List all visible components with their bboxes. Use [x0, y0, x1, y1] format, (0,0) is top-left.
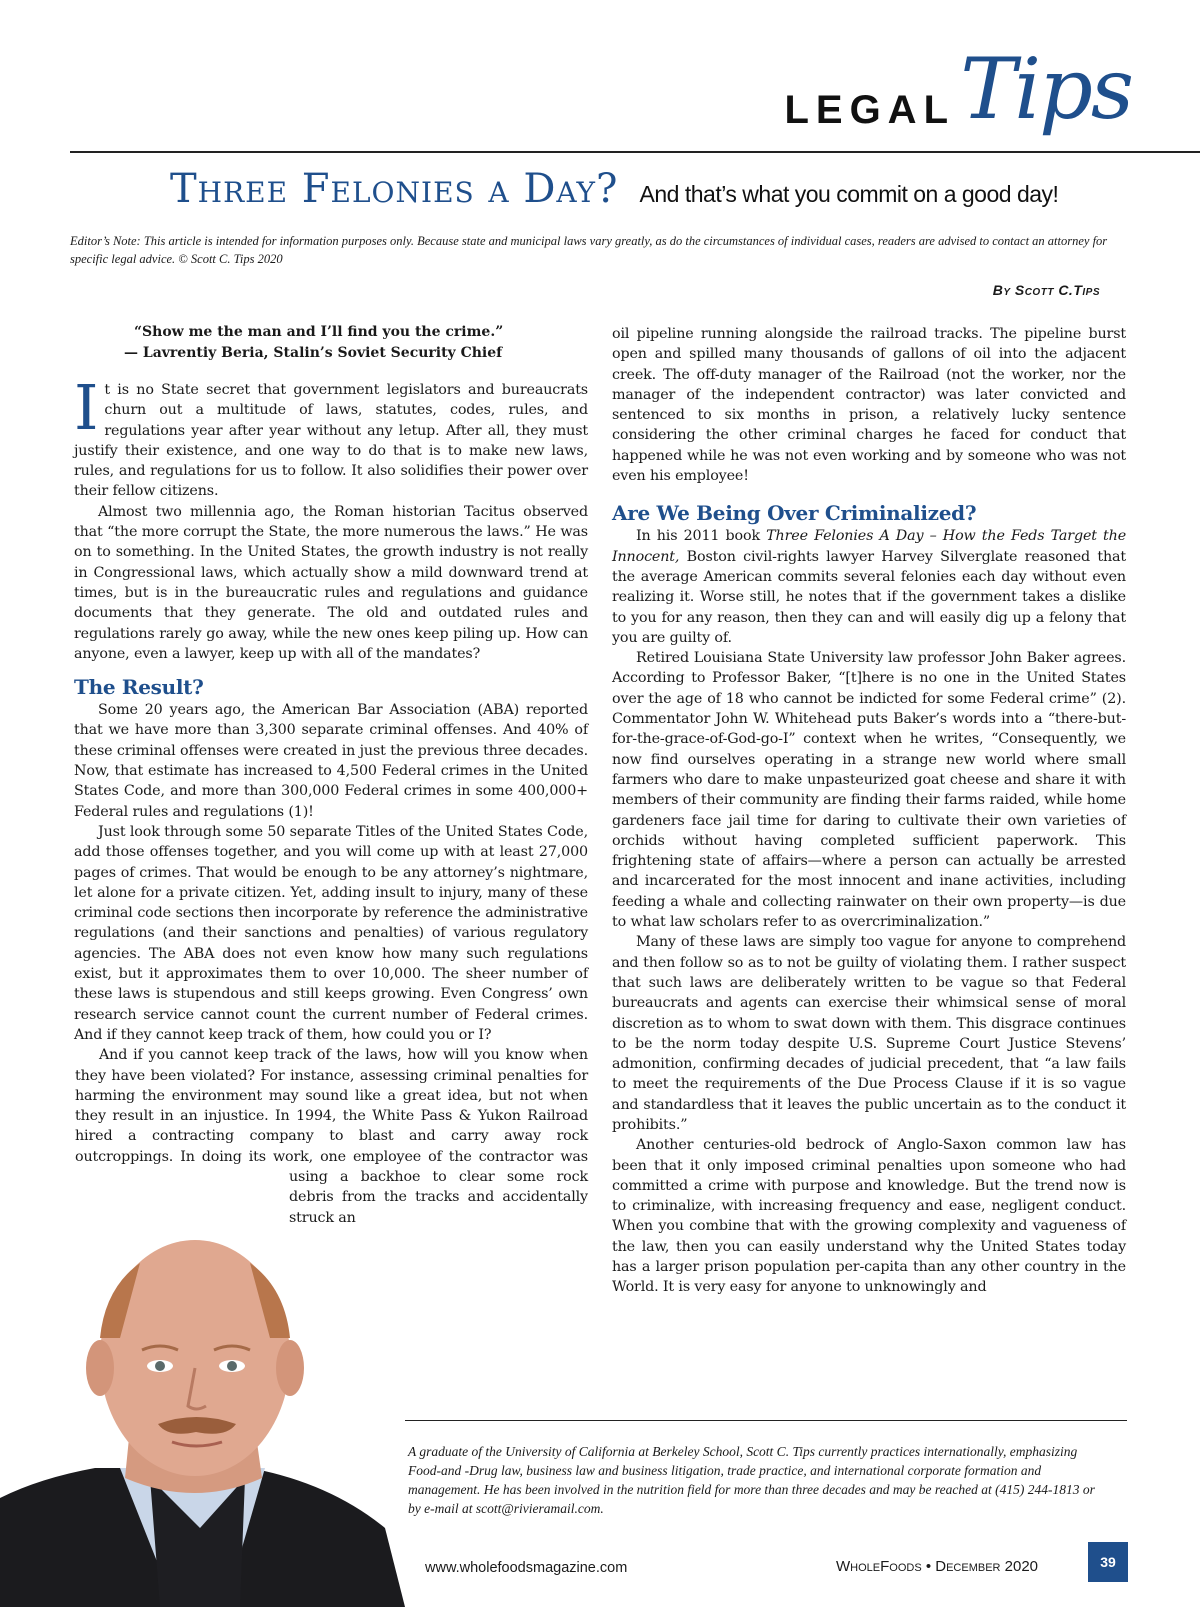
section-heading: Are We Being Over Criminalized?: [612, 501, 977, 526]
book-title: Three Felonies A Day – How the Feds Target the Innocent,: [612, 528, 1127, 565]
quote-attribution: — Lavrentiy Beria, Stalin’s Soviet Security Chief: [124, 345, 503, 361]
paragraph: Another centuries-old bedrock of Anglo-Saxon common law has been that it only imposed criminal penalties upon someone who had committed a crime with purpose and knowledge. But the trend now is to criminalize, with increasing frequency and ease, negligent conduct. When you combine that with the growing complexity and vagueness of the law, then you can easily understand why the United States today has a larger prison population per-capita than any other country in the World. It is very easy for anyone to unknowingly and: [612, 1137, 1126, 1296]
paragraph-text: And if you cannot keep track of the laws, how will you know when they have been violated? For instance, assessing criminal penalties for harming the environment may sound like a great idea, but not when they result in an injustice. In 1994, the White Pass & Yukon Railroad hired a contracting company to blast and carry away rock outcroppings. In doing its work, one employee of the contractor was using a backhoe to clear some rock debris from the tracks and accidentally struck an: [75, 1047, 588, 1226]
paragraph: Almost two millennia ago, the Roman historian Tacitus observed that “the more corrupt the State, the more numerous the laws.” He was on to something. In the United States, the growth industry is not really in Congressional laws, which actually show a mild downward trend at times, but is in the bureaucratic rules and regulations and guidance documents that they generate. The old and outdated rules and regulations rarely go away, while the new ones keep piling up. How can anyone, even a lawyer, keep up with all of the mandates?: [74, 503, 588, 662]
paragraph: [612, 526, 1126, 648]
headline-sub: And that’s what you commit on a good day!: [639, 181, 1059, 207]
author-portrait-drawing: [0, 1228, 405, 1607]
paragraph-text: In his 2011 book: [636, 528, 767, 545]
author-bio: A graduate of the University of California at Berkeley School, Scott C. Tips currently practices internationally, emphasizing Food-and -Drug law, business law and business litigation, trade practice, and international corporate formation and management. He has been involved in the nutrition field for more than three decades and may be reached at (415) 244-1813 or by e-mail at scott@rivieramail.com.: [408, 1444, 1095, 1516]
headline-main: Three Felonies a Day?: [170, 166, 619, 212]
epigraph-quote: [74, 322, 588, 364]
legal-logo-word: LEGAL: [784, 88, 955, 132]
paragraph-text: Boston civil-rights lawyer Harvey Silverglate reasoned that the average American commits several felonies each day without even realizing it. Worse still, he notes that if the government takes a dislike to you for any reason, then they can and will easily dig up a felony that you are guilty of.: [612, 548, 1126, 646]
byline: By Scott C.Tips: [992, 282, 1100, 298]
header-rule: [70, 151, 1200, 153]
paragraph: oil pipeline running alongside the railroad tracks. The pipeline burst open and spilled many thousands of gallons of oil into the adjacent creek. The off-duty manager of the Railroad (not the worker, nor the manager of the independent contractor) was later convicted and sentenced to six months in prison, a relatively lucky sentence considering the other criminal charges he faced for conduct that happened while he was not even working and by someone who was not even his employee!: [612, 326, 1126, 485]
paragraph: Retired Louisiana State University law professor John Baker agrees. According to Professor Baker, “[t]here is no one in the United States over the age of 18 who cannot be indicted for some Federal crime” (2). Commentator John W. Whitehead puts Baker’s words into a “there-but-for-the-grace-of-God-go-I” context when he writes, “Consequently, we now find ourselves operating in a strange new world where small farmers who dare to make unpasteurized goat cheese and share it with members of their community are finding their farms raided, while home gardeners face jail time for daring to cultivate their own varieties of orchids without having completed sufficient paperwork. This frightening state of affairs—where a person can actually be arrested and incarcerated for the most innocent and inane activities, including feeding a whale and collecting rainwater on their own property—is due to what law scholars refer to as overcriminalization.”: [612, 650, 1126, 931]
editor-note: Editor’s Note: This article is intended for information purposes only. Because state and municipal laws vary greatly, as do the circumstances of individual cases, readers are advised to contact an attorney for specific legal advice. © Scott C. Tips 2020: [70, 234, 1108, 266]
paragraph: Just look through some 50 separate Titles of the United States Code, add those offenses together, and you will come up with at least 27,000 pages of crimes. That would be enough to be any attorney’s nightmare, let alone for a private citizen. Yet, adding insult to injury, many of these criminal code sections then incorporate by reference the administrative regulations (and their sanctions and penalties) of various regulatory agencies. The ABA does not even know how many such regulations exist, but it approximates them to over 10,000. The sheer number of these laws is stupendous and still keeps growing. Even Congress’ own research service cannot count the current number of Federal crimes. And if they cannot keep track of them, how could you or I?: [74, 823, 588, 1043]
footer-url: www.wholefoodsmagazine.com: [425, 1560, 628, 1576]
quote-text: “Show me the man and I’ll find you the crime.”: [134, 324, 504, 340]
page-number: 39: [1088, 1542, 1128, 1582]
author-portrait: [0, 1228, 405, 1607]
tips-logo-word: Tips: [960, 40, 1132, 138]
footer-magazine-issue: WholeFoods • December 2020: [836, 1558, 1039, 1575]
headline: [170, 166, 1058, 212]
paragraph: Some 20 years ago, the American Bar Association (ABA) reported that we have more than 3,300 separate criminal offenses. And 40% of these criminal offenses were created in just the previous three decades. Now, that estimate has increased to 4,500 Federal crimes in the United States Code, and more than 300,000 Federal crimes in some 400,000+ Federal rules and regulations (1)!: [74, 702, 588, 820]
right-column: [612, 324, 1126, 1298]
paragraph-text: t is no State secret that government legislators and bureaucrats churn out a multitude of laws, statutes, codes, rules, and regulations year after year without any letup. After all, they must justify their existence, and one way to do that is to make new laws, rules, and regulations for us to follow. It also solidifies their power over their fellow citizens.: [74, 382, 588, 500]
bio-rule: [405, 1420, 1127, 1421]
paragraph: [74, 371, 588, 502]
paragraph: Many of these laws are simply too vague for anyone to comprehend and then follow so as to not be guilty of violating them. I rather suspect that such laws are deliberately written to be vague so that Federal bureaucrats and agents can exercise their whimsical sense of moral discretion as to whom to swat down with them. This disgrace continues to be the norm today despite U.S. Supreme Court Justice Stevens’ admonition, confirming decades of judicial precedent, that “a law fails to meet the requirements of the Due Process Clause if it is so vague and standardless that it leaves the public uncertain as to the conduct it prohibits.”: [612, 934, 1126, 1133]
paragraph: [74, 1045, 588, 1228]
dropcap: I: [74, 371, 99, 444]
section-heading: The Result?: [74, 675, 204, 700]
